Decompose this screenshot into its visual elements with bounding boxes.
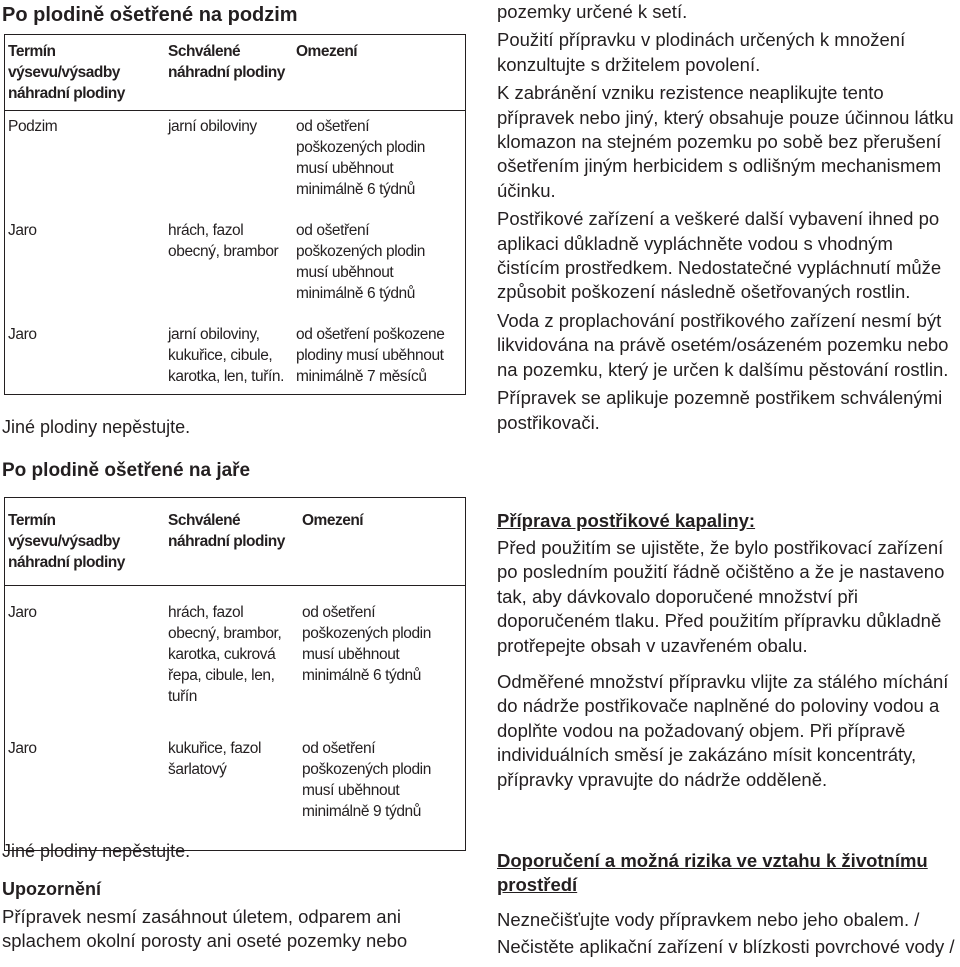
table-row bbox=[5, 220, 466, 324]
row-term: Jaro bbox=[8, 326, 37, 343]
header-crops: Schválené náhradní plodiny bbox=[168, 498, 302, 586]
autumn-section-title: Po plodině ošetřené na podzim bbox=[2, 4, 298, 26]
header-limit: Omezení bbox=[302, 498, 466, 586]
environment-title: Doporučení a možná rizika ve vztahu k životnímu prostředí bbox=[497, 850, 928, 895]
row-crops: hrách, fazol obecný, brambor bbox=[168, 222, 279, 260]
paragraph: Před použitím se ujistěte, že bylo postřikovací zařízení po posledním použití řádně očištěno a že je nastaveno tak, aby dávkovalo doporučené množství při doporučeném tlaku. Před použitím přípravku důkladně protřepejte obsah v uzavřeném obalu. bbox=[497, 537, 945, 656]
row-term: Jaro bbox=[8, 222, 37, 239]
table-row bbox=[5, 586, 466, 733]
row-limit: od ošetření poškozene plodiny musí uběhnout minimálně 7 měsíců bbox=[296, 326, 445, 385]
autumn-table-header bbox=[5, 35, 466, 111]
spring-note: Jiné plodiny nepěstujte. bbox=[2, 841, 191, 861]
autumn-note: Jiné plodiny nepěstujte. bbox=[2, 417, 191, 437]
spring-table-header bbox=[5, 498, 466, 586]
paragraph: K zabránění vzniku rezistence neaplikujte tento přípravek nebo jiný, který obsahuje pouze účinnou látku klomazon na stejném pozemku po sobě bez přerušení ošetřením jiným herbicidem s odlišným mechanismem účinku. bbox=[497, 82, 954, 201]
row-term: Jaro bbox=[8, 740, 37, 757]
preparation-block bbox=[497, 536, 955, 792]
table-row bbox=[5, 732, 466, 851]
preparation-title: Příprava postřikové kapaliny: bbox=[497, 510, 756, 531]
row-crops: jarní obiloviny bbox=[168, 118, 257, 135]
row-limit: od ošetření poškozených plodin musí uběhnout minimálně 6 týdnů bbox=[296, 118, 425, 198]
row-limit: od ošetření poškozených plodin musí uběhnout minimálně 6 týdnů bbox=[296, 222, 425, 302]
paragraph: Použití přípravku v plodinách určených k množení konzultujte s držitelem povolení. bbox=[497, 29, 906, 75]
environment-line: Nečistěte aplikační zařízení v blízkosti povrchové vody / bbox=[497, 936, 955, 957]
environment-line: Neznečišťujte vody přípravkem nebo jeho obalem. / bbox=[497, 909, 920, 930]
row-crops: hrách, fazol obecný, brambor, karotka, cukrová řepa, cibule, len, tuřín bbox=[168, 604, 282, 705]
row-term: Jaro bbox=[8, 604, 37, 621]
row-term: Podzim bbox=[8, 118, 58, 135]
row-crops: kukuřice, fazol šarlatový bbox=[168, 740, 262, 778]
warning-text: Přípravek nesmí zasáhnout úletem, odparem ani splachem okolní porosty ani oseté pozemky nebo bbox=[2, 906, 408, 952]
row-crops: jarní obiloviny, kukuřice, cibule, karotka, len, tuřín. bbox=[168, 326, 285, 385]
paragraph: Přípravek se aplikuje pozemně postřikem schválenými postřikovači. bbox=[497, 387, 943, 433]
paragraph: Voda z proplachování postřikového zařízení nesmí být likvidována na právě osetém/osázeném pozemku nebo na pozemku, který je určen k dalšímu pěstování rostlin. bbox=[497, 309, 949, 380]
spring-crop-table bbox=[4, 497, 466, 851]
row-limit: od ošetření poškozených plodin musí uběhnout minimálně 6 týdnů bbox=[302, 604, 431, 684]
header-limit: Omezení bbox=[296, 35, 466, 111]
header-crops: Schválené náhradní plodiny bbox=[168, 35, 296, 111]
intro-block bbox=[497, 0, 957, 435]
paragraph: pozemky určené k setí. bbox=[497, 1, 688, 22]
table-row bbox=[5, 111, 466, 221]
header-term: Termín výsevu/výsadby náhradní plodiny bbox=[5, 35, 169, 111]
warning-title: Upozornění bbox=[2, 879, 101, 899]
spring-section-title: Po plodině ošetřené na jaře bbox=[2, 460, 251, 481]
paragraph: Odměřené množství přípravku vlijte za stálého míchání do nádrže postřikovače naplněné do poloviny vodou a doplňte vodou na požadovaný objem. Při přípravě individuálních směsí je zakázáno mísit koncentráty, přípravky vpravujte do nádrže odděleně. bbox=[497, 671, 949, 790]
autumn-crop-table bbox=[4, 34, 466, 395]
paragraph: Postřikové zařízení a veškeré další vybavení ihned po aplikaci důkladně vypláchněte vodou s vhodným čistícím prostředkem. Nedostatečné vypláchnutí může způsobit poškození následně ošetřovaných rostlin. bbox=[497, 208, 942, 303]
row-limit: od ošetření poškozených plodin musí uběhnout minimálně 9 týdnů bbox=[302, 740, 431, 820]
table-row bbox=[5, 324, 466, 395]
header-term: Termín výsevu/výsadby náhradní plodiny bbox=[5, 498, 169, 586]
